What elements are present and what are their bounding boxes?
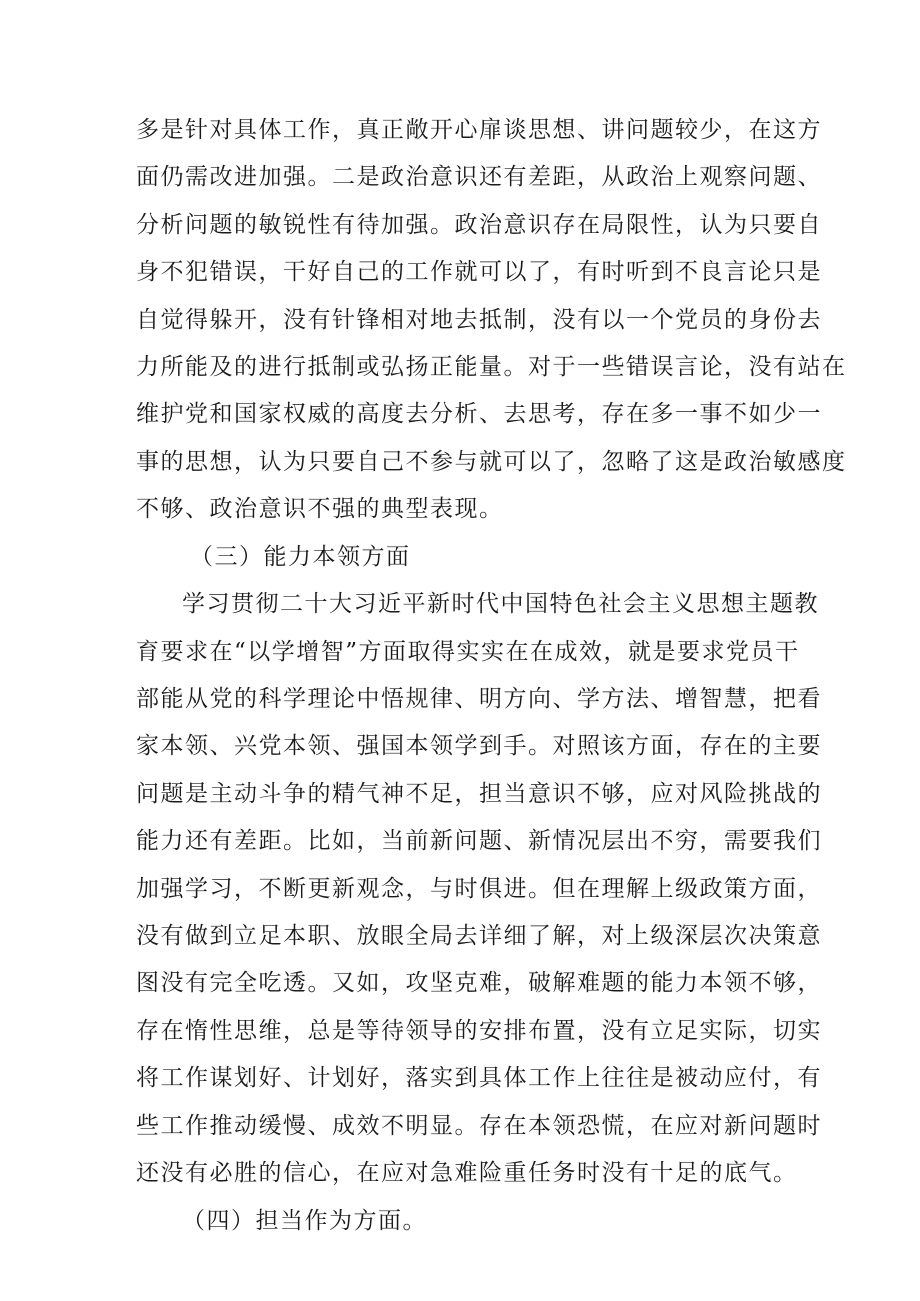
paragraph-line: 学习贯彻二十大习近平新时代中国特色社会主义思想主题教 (182, 591, 819, 617)
paragraph-line: 自觉得躲开，没有针锋相对地去抵制，没有以一个党员的身份去 (136, 307, 822, 333)
paragraph-line: 将工作谋划好、计划好，落实到具体工作上往往是被动应付，有 (136, 1065, 822, 1091)
section-heading-4: （四）担当作为方面。 (182, 1208, 427, 1234)
paragraph-line: 力所能及的进行抵制或弘扬正能量。对于一些错误言论，没有站在 (136, 354, 847, 380)
paragraph-line: 育要求在“以学增智”方面取得实实在在成效，就是要求党员干 (136, 639, 800, 665)
section-heading-3: （三）能力本领方面 (190, 544, 411, 570)
paragraph-line: 分析问题的敏锐性有待加强。政治意识存在局限性，认为只要自 (136, 212, 822, 238)
paragraph-line: 维护党和国家权威的高度去分析、去思考，存在多一事不如少一 (136, 401, 822, 427)
paragraph-line: 部能从党的科学理论中悟规律、明方向、学方法、增智慧，把看 (136, 686, 822, 712)
paragraph-line: 问题是主动斗争的精气神不足，担当意识不够，应对风险挑战的 (136, 781, 822, 807)
paragraph-line: 不够、政治意识不强的典型表现。 (136, 496, 504, 522)
paragraph-line: 面仍需改进加强。二是政治意识还有差距，从政治上观察问题、 (136, 164, 822, 190)
paragraph-line: 加强学习，不断更新观念，与时俱进。但在理解上级政策方面， (136, 876, 822, 902)
paragraph-line: 身不犯错误，干好自己的工作就可以了，有时听到不良言论只是 (136, 259, 822, 285)
paragraph-line: 存在惰性思维，总是等待领导的安排布置，没有立足实际，切实 (136, 1018, 822, 1044)
paragraph-line: 家本领、兴党本领、强国本领学到手。对照该方面，存在的主要 (136, 733, 822, 759)
paragraph-line: 事的思想，认为只要自己不参与就可以了，忽略了这是政治敏感度 (136, 449, 847, 475)
paragraph-line: 能力还有差距。比如，当前新问题、新情况层出不穷，需要我们 (136, 828, 822, 854)
paragraph-line: 图没有完全吃透。又如，攻坚克难，破解难题的能力本领不够， (136, 970, 822, 996)
paragraph-line: 些工作推动缓慢、成效不明显。存在本领恐慌，在应对新问题时 (136, 1113, 822, 1139)
paragraph-line: 还没有必胜的信心，在应对急难险重任务时没有十足的底气。 (136, 1160, 798, 1186)
paragraph-line: 多是针对具体工作，真正敞开心扉谈思想、讲问题较少，在这方 (136, 117, 822, 143)
paragraph-line: 没有做到立足本职、放眼全局去详细了解，对上级深层次决策意 (136, 923, 822, 949)
